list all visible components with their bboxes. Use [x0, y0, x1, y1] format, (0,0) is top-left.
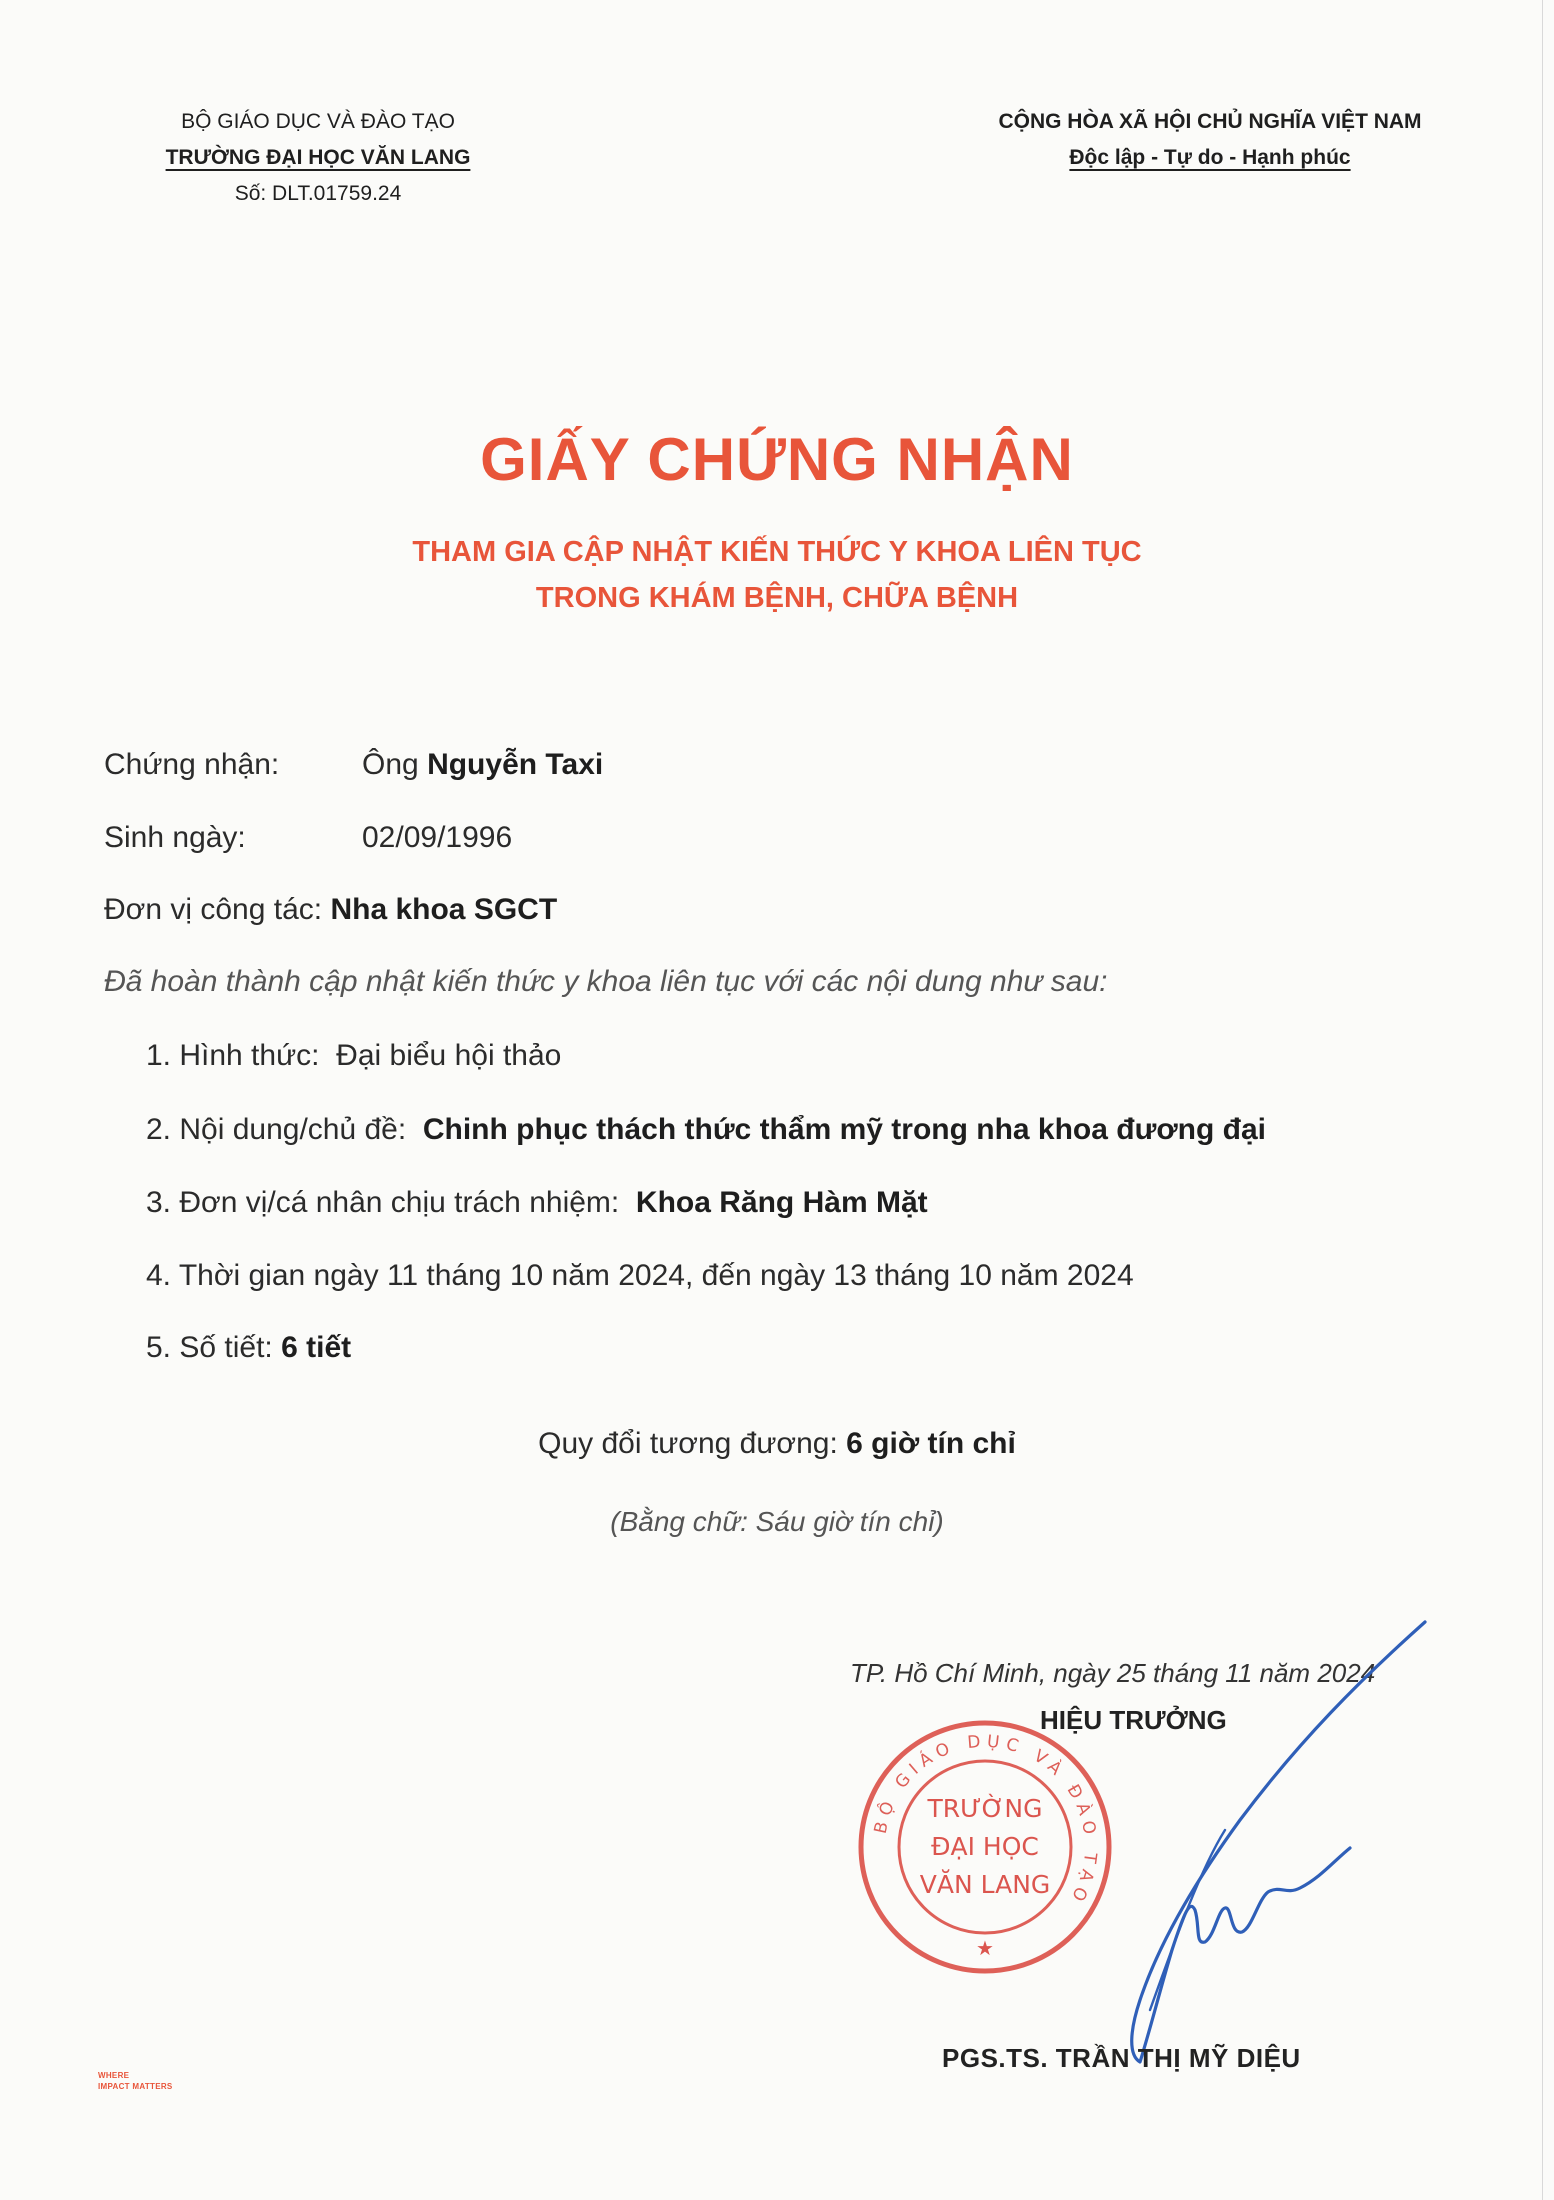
- footer-logo-line1: WHERE: [98, 2071, 130, 2080]
- republic-name: CỘNG HÒA XÃ HỘI CHỦ NGHĨA VIỆT NAM: [998, 110, 1422, 133]
- recipient-honorific: Ông: [362, 748, 419, 781]
- item-topic-value: Chinh phục thách thức thẩm mỹ trong nha khoa đương đại: [422, 1113, 1266, 1146]
- item-periods-label: 5. Số tiết:: [146, 1331, 273, 1364]
- item-periods-value: 6 tiết: [281, 1331, 352, 1364]
- item-unit: [146, 1186, 928, 1220]
- university-name: [118, 140, 518, 176]
- item-time: 4. Thời gian ngày 11 tháng 10 năm 2024, đến ngày 13 tháng 10 năm 2024: [146, 1259, 1134, 1292]
- stamp-line2: ĐẠI HỌC: [931, 1832, 1039, 1861]
- ministry-name: BỘ GIÁO DỤC VÀ ĐÀO TẠO: [181, 110, 455, 133]
- workplace-value: Nha khoa SGCT: [330, 893, 558, 926]
- item-form-value: Đại biểu hội thảo: [336, 1039, 562, 1072]
- item-topic-label: 2. Nội dung/chủ đề:: [146, 1113, 407, 1146]
- birth-date: 02/09/1996: [362, 821, 513, 854]
- birth-row: [104, 821, 512, 855]
- equivalent-label: Quy đổi tương đương:: [538, 1427, 838, 1460]
- national-motto: [930, 140, 1490, 176]
- footer-logo-line2: IMPACT MATTERS: [98, 2082, 173, 2091]
- document-number: Số: DLT.01759.24: [234, 182, 402, 205]
- in-words-text: (Bằng chữ: Sáu giờ tín chỉ): [610, 1506, 944, 1537]
- workplace-label: Đơn vị công tác:: [104, 893, 323, 926]
- national-motto-text: Độc lập - Tự do - Hạnh phúc: [1069, 146, 1351, 169]
- footer-logo: [98, 2070, 173, 2092]
- equivalent-value: 6 giờ tín chỉ: [846, 1427, 1016, 1460]
- item-unit-label: 3. Đơn vị/cá nhân chịu trách nhiệm:: [146, 1186, 620, 1219]
- item-form: [146, 1039, 561, 1073]
- certificate-subtitle-line2: TRONG KHÁM BỆNH, CHỮA BỆNH: [535, 582, 1019, 614]
- recipient-name: Nguyễn Taxi: [427, 748, 604, 781]
- header-left: [118, 104, 518, 212]
- workplace-row: [104, 893, 557, 927]
- intro-text: Đã hoàn thành cập nhật kiến thức y khoa liên tục với các nội dung như sau:: [104, 965, 1108, 998]
- item-form-label: 1. Hình thức:: [146, 1039, 320, 1072]
- certificate-subtitle-line1: THAM GIA CẬP NHẬT KIẾN THỨC Y KHOA LIÊN TỤC: [412, 536, 1142, 568]
- signer-position: HIỆU TRƯỞNG: [1040, 1705, 1227, 1735]
- item-topic: [146, 1113, 1266, 1147]
- stamp-line1: TRƯỜNG: [927, 1794, 1043, 1823]
- birth-label: Sinh ngày:: [104, 821, 246, 854]
- certificate-title: GIẤY CHỨNG NHẬN: [480, 426, 1074, 493]
- stamp-star: ★: [976, 1936, 994, 1960]
- header-right: [930, 104, 1490, 176]
- signer-name: PGS.TS. TRẦN THỊ MỸ DIỆU: [942, 2043, 1301, 2073]
- equivalent-row: [0, 1427, 1554, 1461]
- recipient-row: [104, 748, 603, 782]
- place-date: TP. Hồ Chí Minh, ngày 25 tháng 11 năm 2024: [850, 1658, 1376, 1688]
- stamp-ring-text: BỘ GIÁO DỤC VÀ ĐÀO TẠO: [870, 1731, 1101, 1910]
- handwritten-signature: [1000, 1610, 1440, 2070]
- page-edge-line: [1542, 0, 1543, 2200]
- item-periods: [146, 1331, 351, 1365]
- stamp-line3: VĂN LANG: [919, 1870, 1051, 1899]
- university-name-text: TRƯỜNG ĐẠI HỌC VĂN LANG: [165, 146, 471, 169]
- item-unit-value: Khoa Răng Hàm Mặt: [635, 1186, 928, 1219]
- recipient-label: Chứng nhận:: [104, 748, 280, 781]
